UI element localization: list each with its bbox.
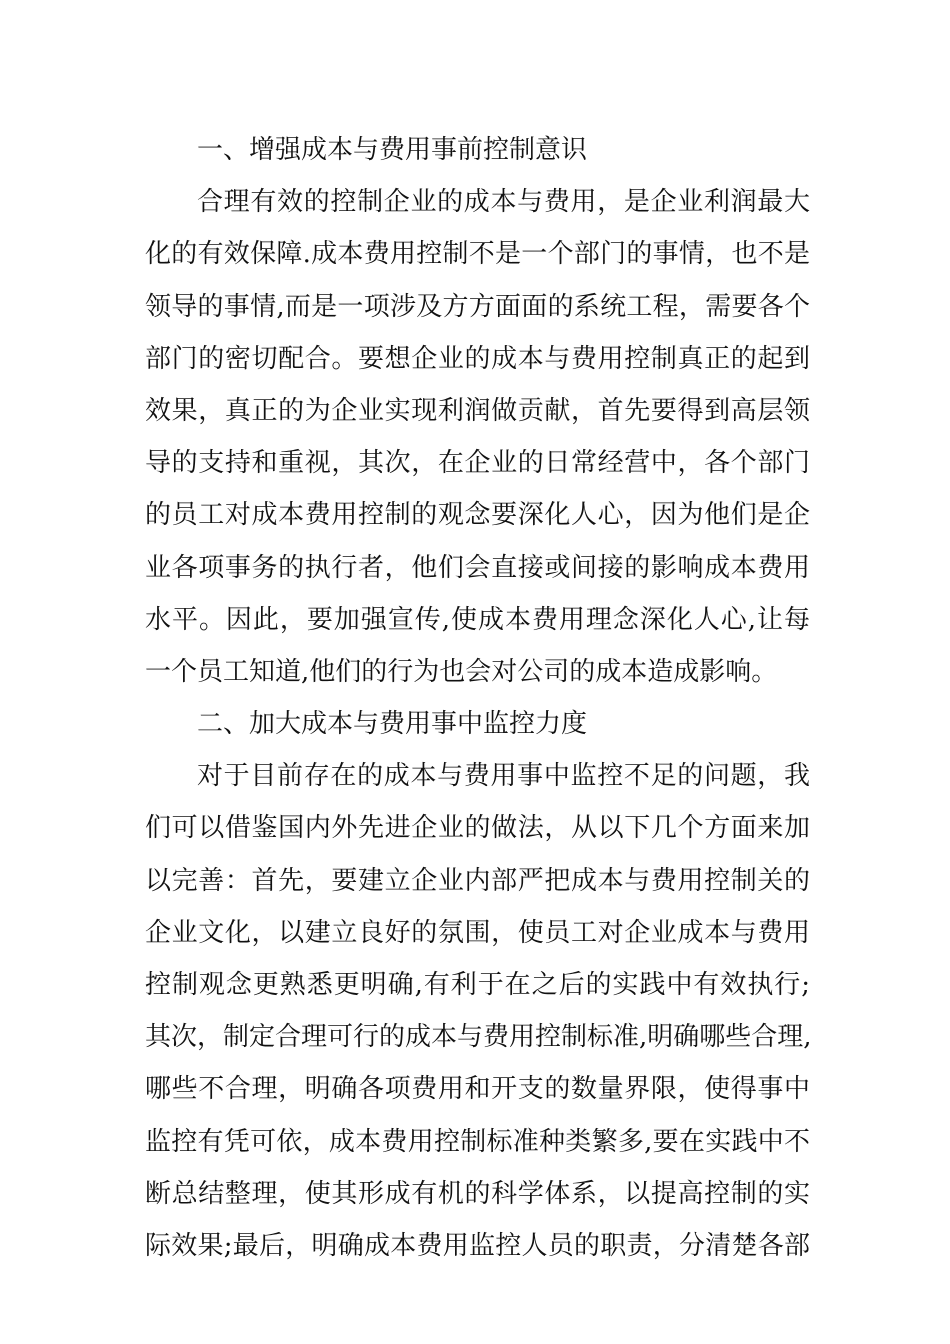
- paragraph-line: 断总结整理，使其形成有机的科学体系，以提高控制的实: [145, 1178, 810, 1209]
- paragraph-line: 企业文化，以建立良好的氛围，使员工对企业成本与费用: [145, 917, 810, 948]
- paragraph-line: 业各项事务的执行者，他们会直接或间接的影响成本费用: [145, 552, 810, 583]
- paragraph-line: 监控有凭可依，成本费用控制标准种类繁多,要在实践中不: [145, 1126, 810, 1157]
- paragraph-line: 其次，制定合理可行的成本与费用控制标准,明确哪些合理,: [145, 1022, 812, 1053]
- paragraph-line: 哪些不合理，明确各项费用和开支的数量界限，使得事中: [145, 1074, 810, 1105]
- paragraph-line: 控制观念更熟悉更明确,有利于在之后的实践中有效执行;: [145, 970, 810, 1000]
- section-heading-1: 一、增强成本与费用事前控制意识: [197, 135, 588, 165]
- document-body: [145, 124, 810, 1272]
- paragraph-line: 的员工对成本费用控制的观念要深化人心，因为他们是企: [145, 500, 810, 531]
- paragraph-line: 以完善：首先，要建立企业内部严把成本与费用控制关的: [145, 865, 810, 896]
- paragraph-line: 合理有效的控制企业的成本与费用，是企业利润最大: [197, 187, 810, 218]
- paragraph-line: 际效果;最后，明确成本费用监控人员的职责，分清楚各部: [145, 1230, 810, 1261]
- paragraph-line: 化的有效保障.成本费用控制不是一个部门的事情，也不是: [145, 239, 810, 270]
- paragraph-line: 们可以借鉴国内外先进企业的做法，从以下几个方面来加: [145, 813, 810, 844]
- paragraph-line: 一个员工知道,他们的行为也会对公司的成本造成影响。: [145, 656, 778, 687]
- paragraph-line: 领导的事情,而是一项涉及方方面面的系统工程，需要各个: [145, 291, 810, 322]
- section-heading-2: 二、加大成本与费用事中监控力度: [197, 709, 588, 740]
- paragraph-line: 水平。因此，要加强宣传,使成本费用理念深化人心,让每: [145, 604, 810, 635]
- paragraph-line: 对于目前存在的成本与费用事中监控不足的问题，我: [197, 761, 810, 792]
- paragraph-line: 效果，真正的为企业实现利润做贡献，首先要得到高层领: [145, 395, 810, 426]
- paragraph-line: 部门的密切配合。要想企业的成本与费用控制真正的起到: [145, 343, 810, 374]
- paragraph-line: 导的支持和重视，其次，在企业的日常经营中，各个部门: [145, 448, 810, 479]
